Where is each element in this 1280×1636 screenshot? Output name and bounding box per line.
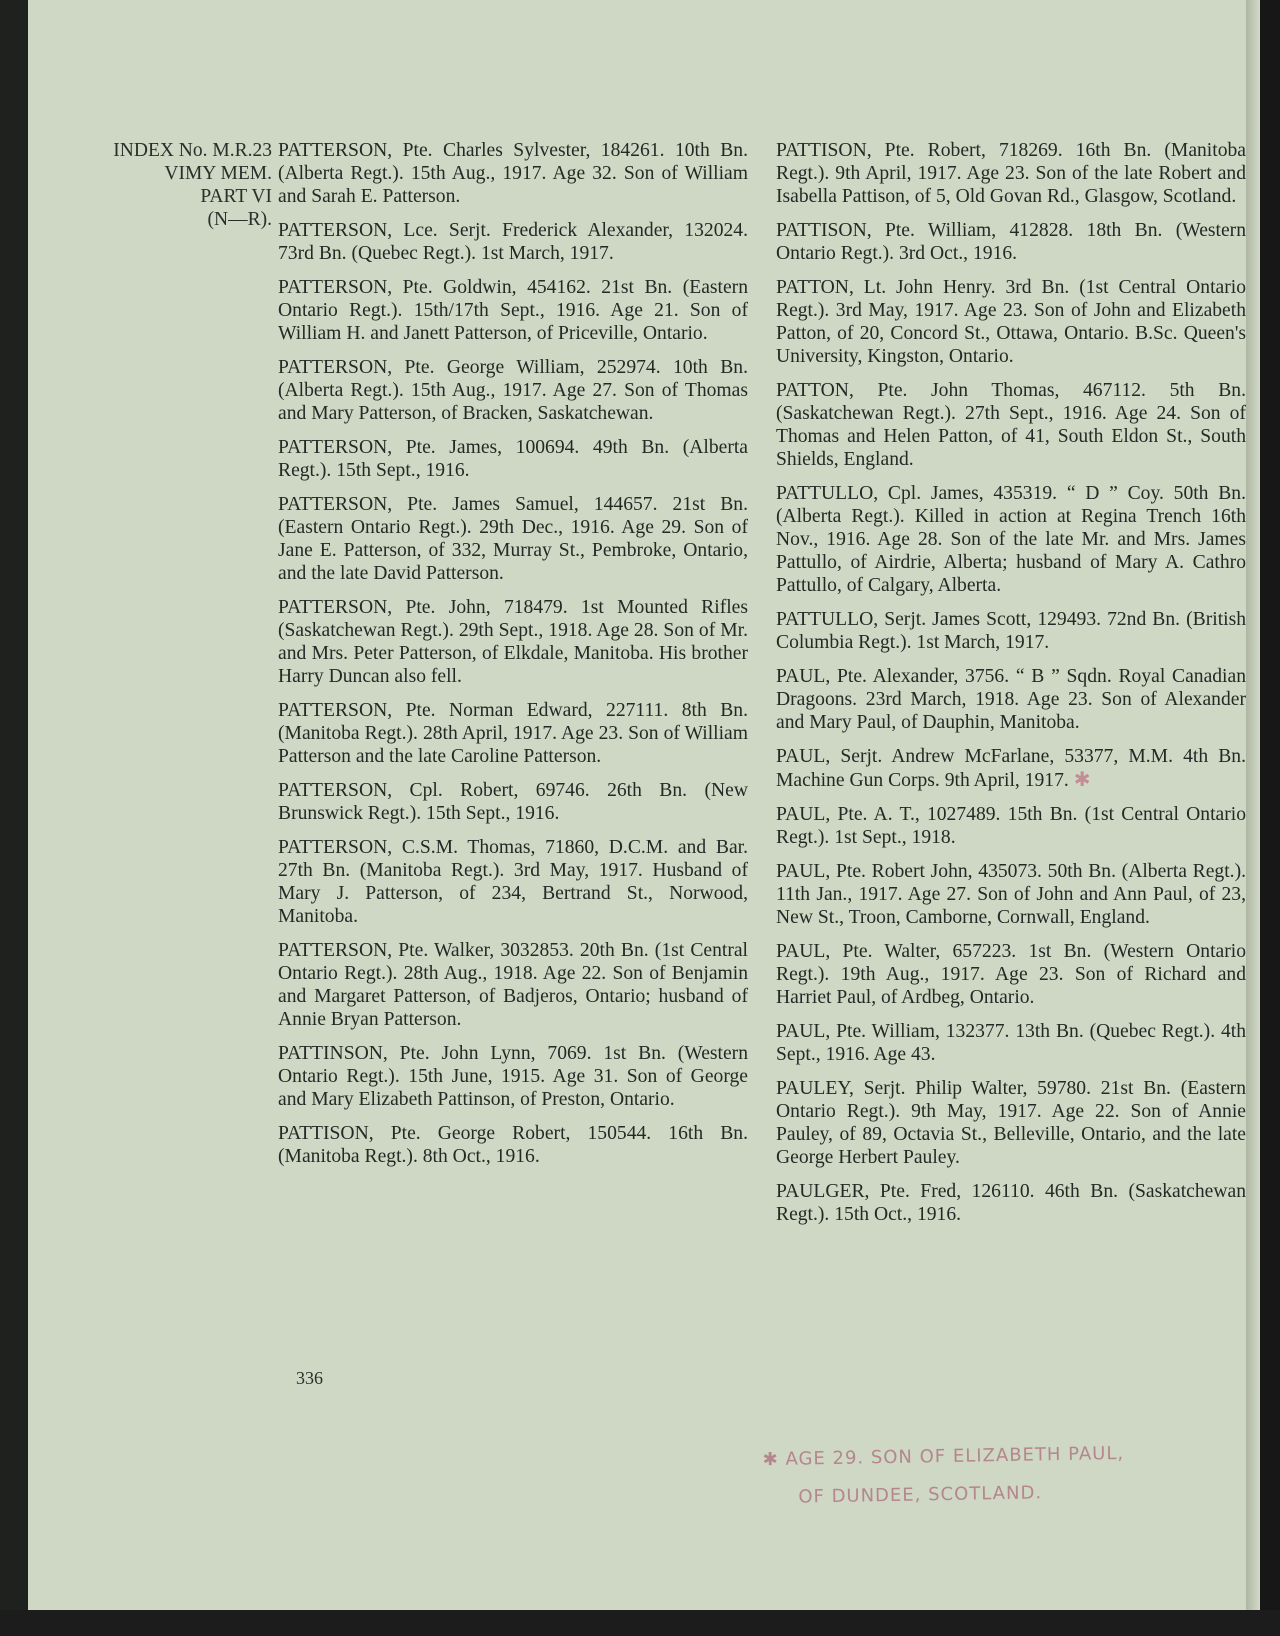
casualty-entry: PATTERSON, Pte. Goldwin, 454162. 21st Bn. (Eastern Ontario Regt.). 15th/17th Sept., 1916. Age 21. Son of William H. and Janett Patterson, of Priceville, Ontario. [278, 277, 748, 344]
casualty-entry: PAUL, Pte. Alexander, 3756. “ B ” Sqdn. Royal Canadian Dragoons. 23rd March, 1918. Age 23. Son of Alexander and Mary Paul, of Dauphin, Manitoba. [776, 666, 1246, 733]
casualty-entry: PAUL, Pte. A. T., 1027489. 15th Bn. (1st Central Ontario Regt.). 1st Sept., 1918. [776, 804, 1246, 848]
casualty-entry: PATTULLO, Cpl. James, 435319. “ D ” Coy. 50th Bn. (Alberta Regt.). Killed in action at Regina Trench 16th Nov., 1916. Age 28. Son of the late Mr. and Mrs. James Pattullo, of Airdrie, Alberta; husband of Mary A. Cathro Pattullo, of Calgary, Alberta. [776, 483, 1246, 596]
casualty-entry: PAUL, Pte. Walter, 657223. 1st Bn. (Western Ontario Regt.). 19th Aug., 1917. Age 23. Son of Richard and Harriet Paul, of Ardbeg, Ontario. [776, 941, 1246, 1008]
casualty-entry: PATTISON, Pte. William, 412828. 18th Bn. (Western Ontario Regt.). 3rd Oct., 1916. [776, 220, 1246, 264]
annotation-asterisk-icon: ✱ [1073, 767, 1091, 791]
casualty-entry: PAUL, Pte. Robert John, 435073. 50th Bn. (Alberta Regt.). 11th Jan., 1917. Age 27. Son of John and Ann Paul, of 23, New St., Troon, Camborne, Cornwall, England. [776, 861, 1246, 928]
casualty-entry: PAUL, Pte. William, 132377. 13th Bn. (Quebec Regt.). 4th Sept., 1916. Age 43. [776, 1021, 1246, 1065]
casualty-entry: PATTISON, Pte. George Robert, 150544. 16th Bn. (Manitoba Regt.). 8th Oct., 1916. [278, 1123, 748, 1167]
casualty-entry: PAULEY, Serjt. Philip Walter, 59780. 21st Bn. (Eastern Ontario Regt.). 9th May, 1917. Age 22. Son of Annie Pauley, of 89, Octavia St., Belleville, Ontario, and the late George Herbert Pauley. [776, 1078, 1246, 1168]
casualty-entry-annotated [776, 745, 1246, 792]
index-line: (N—R). [207, 209, 272, 230]
casualty-entry: PATTON, Lt. John Henry. 3rd Bn. (1st Central Ontario Regt.). 3rd May, 1917. Age 23. Son of John and Elizabeth Patton, of 20, Concord St., Ottawa, Ontario. B.Sc. Queen's University, Kingston, Ontario. [776, 277, 1246, 367]
document-page [28, 0, 1254, 1610]
annotation-line: OF DUNDEE, SCOTLAND. [798, 1482, 1043, 1508]
annotation-line: ✱ AGE 29. SON OF ELIZABETH PAUL, [762, 1442, 1125, 1471]
index-line: PART VI [200, 186, 272, 207]
casualty-entry: PATTERSON, Pte. John, 718479. 1st Mounted Rifles (Saskatchewan Regt.). 29th Sept., 1918. Age 28. Son of Mr. and Mrs. Peter Patterson, of Elkdale, Manitoba. His brother Harry Duncan also fell. [278, 597, 748, 687]
casualty-entry: PAULGER, Pte. Fred, 126110. 46th Bn. (Saskatchewan Regt.). 15th Oct., 1916. [776, 1181, 1246, 1225]
index-line: VIMY MEM. [164, 163, 272, 184]
left-column [278, 139, 748, 1179]
casualty-entry: PATTERSON, Cpl. Robert, 69746. 26th Bn. (New Brunswick Regt.). 15th Sept., 1916. [278, 780, 748, 824]
casualty-entry: PATTULLO, Serjt. James Scott, 129493. 72nd Bn. (British Columbia Regt.). 1st March, 1917. [776, 609, 1246, 653]
casualty-entry: PATTON, Pte. John Thomas, 467112. 5th Bn. (Saskatchewan Regt.). 27th Sept., 1916. Age 24. Son of Thomas and Helen Patton, of 41, South Eldon St., South Shields, England. [776, 380, 1246, 470]
casualty-entry: PATTERSON, Pte. George William, 252974. 10th Bn. (Alberta Regt.). 15th Aug., 1917. Age 27. Son of Thomas and Mary Patterson, of Bracken, Saskatchewan. [278, 357, 748, 424]
casualty-entry: PATTERSON, Pte. Charles Sylvester, 184261. 10th Bn. (Alberta Regt.). 15th Aug., 1917. Age 32. Son of William and Sarah E. Patterson. [278, 140, 748, 207]
page-number: 336 [296, 1368, 323, 1388]
binding-edge [1260, 0, 1280, 1636]
casualty-entry: PATTERSON, Pte. Walker, 3032853. 20th Bn. (1st Central Ontario Regt.). 28th Aug., 1918. Age 22. Son of Benjamin and Margaret Patterson, of Badjeros, Ontario; husband of Annie Bryan Patterson. [278, 940, 748, 1030]
scan-border [0, 1610, 1280, 1636]
casualty-entry: PATTERSON, C.S.M. Thomas, 71860, D.C.M. and Bar. 27th Bn. (Manitoba Regt.). 3rd May, 1917. Husband of Mary J. Patterson, of 234, Bertrand St., Norwood, Manitoba. [278, 837, 748, 927]
casualty-entry: PATTERSON, Pte. James, 100694. 49th Bn. (Alberta Regt.). 15th Sept., 1916. [278, 437, 748, 481]
casualty-entry: PATTERSON, Pte. James Samuel, 144657. 21st Bn. (Eastern Ontario Regt.). 29th Dec., 1916. Age 29. Son of Jane E. Patterson, of 332, Murray St., Pembroke, Ontario, and the late David Patterson. [278, 494, 748, 584]
casualty-entry: PATTINSON, Pte. John Lynn, 7069. 1st Bn. (Western Ontario Regt.). 15th June, 1915. Age 31. Son of George and Mary Elizabeth Pattinson, of Preston, Ontario. [278, 1043, 748, 1110]
casualty-entry: PATTISON, Pte. Robert, 718269. 16th Bn. (Manitoba Regt.). 9th April, 1917. Age 23. Son of the late Robert and Isabella Pattison, of 5, Old Govan Rd., Glasgow, Scotland. [776, 140, 1246, 207]
page-spine [1246, 0, 1260, 1610]
index-reference [42, 139, 272, 231]
index-line: INDEX No. M.R.23 [113, 140, 272, 161]
casualty-entry-text: PAUL, Serjt. Andrew McFarlane, 53377, M.M. 4th Bn. Machine Gun Corps. 9th April, 1917. [776, 746, 1246, 791]
casualty-entry: PATTERSON, Pte. Norman Edward, 227111. 8th Bn. (Manitoba Regt.). 28th April, 1917. Age 23. Son of William Patterson and the late Caroline Patterson. [278, 700, 748, 767]
casualty-entry: PATTERSON, Lce. Serjt. Frederick Alexander, 132024. 73rd Bn. (Quebec Regt.). 1st March, 1917. [278, 220, 748, 264]
handwritten-annotation [762, 1433, 1243, 1517]
right-column [776, 139, 1246, 1237]
